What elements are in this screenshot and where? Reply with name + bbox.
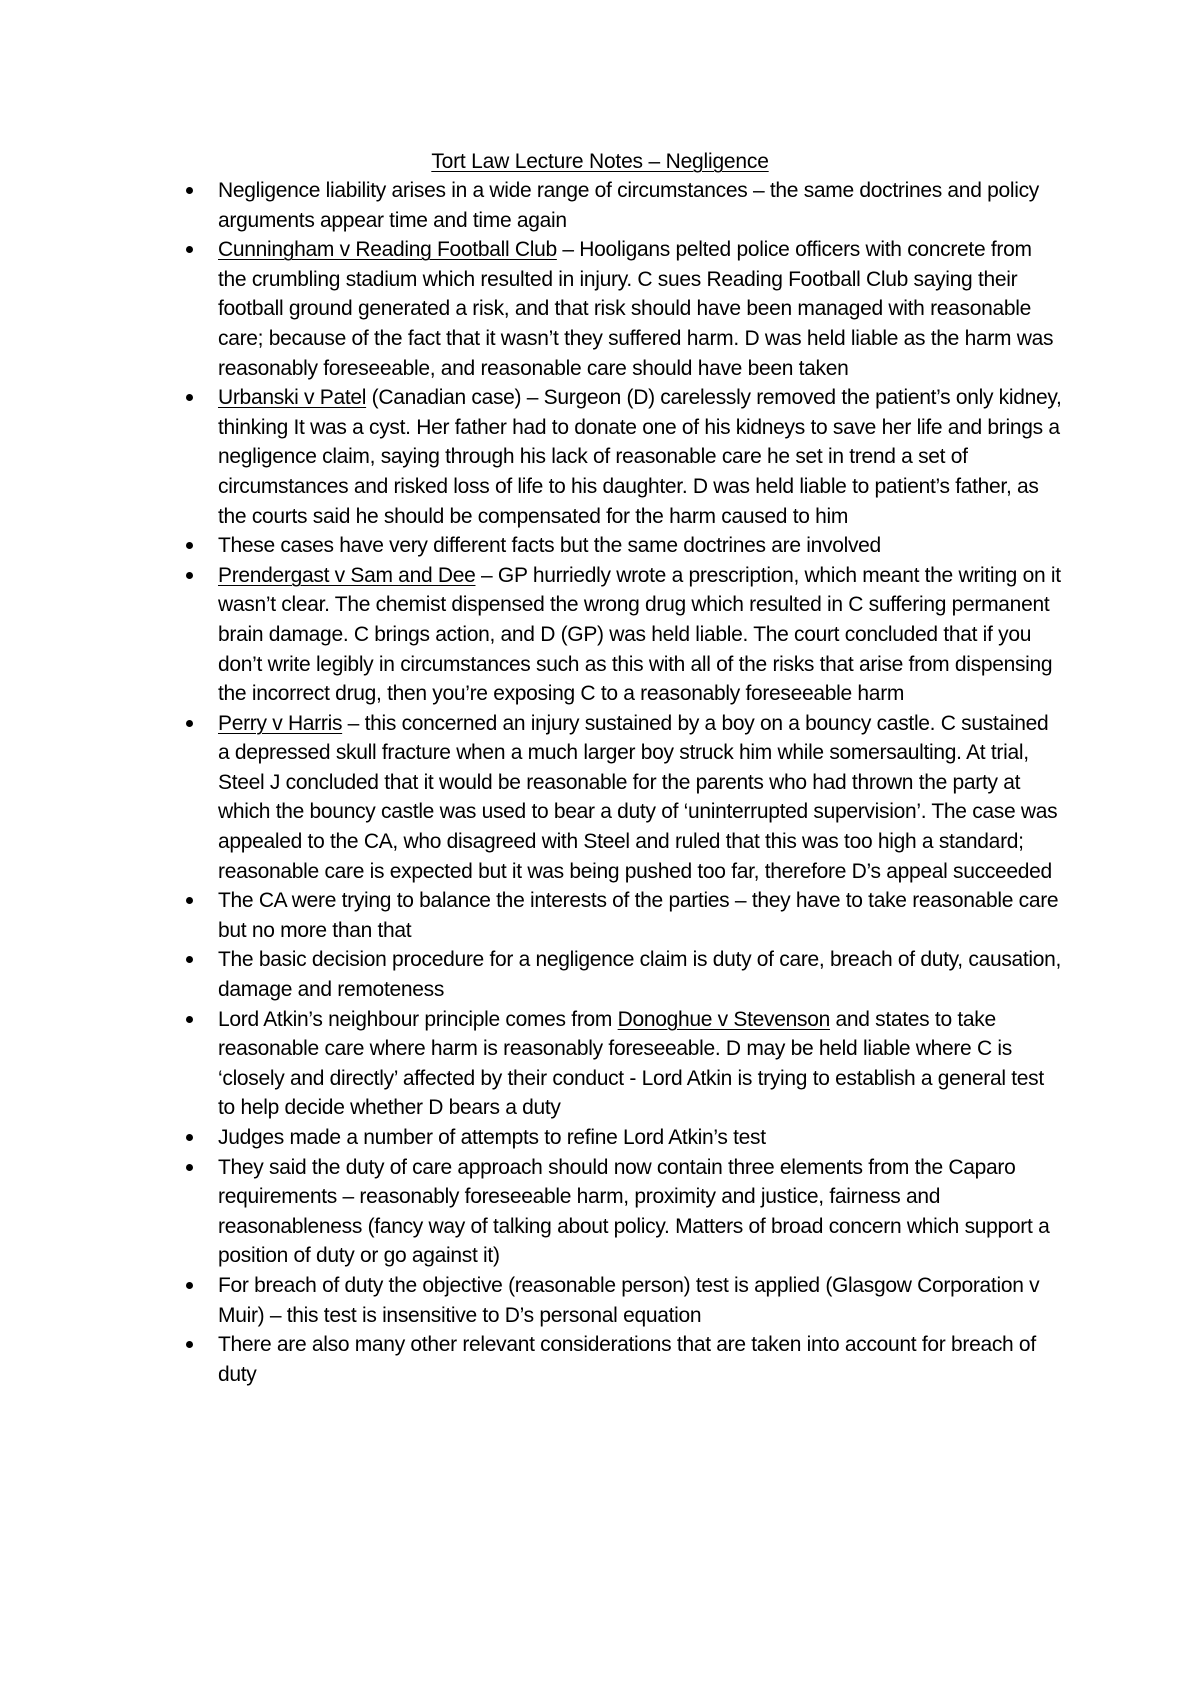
case-name: Prendergast v Sam and Dee xyxy=(218,563,476,587)
bullet-icon xyxy=(186,394,193,401)
list-item xyxy=(218,176,1062,235)
note-text: They said the duty of care approach should now contain three elements from the Caparo requirements – reasonably foreseeable harm, proximity and justice, fairness and reasonableness (fancy way of talking about policy. Matters of broad concern which support a position of duty or go against it) xyxy=(218,1155,1050,1268)
note-text: Negligence liability arises in a wide range of circumstances – the same doctrines and policy arguments appear time and time again xyxy=(218,179,1039,232)
note-text-before: Lord Atkin’s neighbour principle comes from xyxy=(218,1007,618,1031)
bullet-icon xyxy=(186,572,193,579)
case-name: Urbanski v Patel xyxy=(218,386,367,410)
note-text: For breach of duty the objective (reasonable person) test is applied (Glasgow Corporation v Muir) – this test is insensitive to D’s personal equation xyxy=(218,1273,1040,1327)
list-item xyxy=(218,1123,1062,1153)
case-name: Perry v Harris xyxy=(218,711,343,735)
list-item xyxy=(218,1005,1062,1123)
bullet-icon xyxy=(186,1164,193,1171)
note-text: and states to take reasonable care where harm is reasonably foreseeable. D may be held liable where C is ‘closely and directly’ affected by their conduct - Lord Atkin is trying to establish a general test to help decide whether D bears a duty xyxy=(218,1007,1044,1120)
note-text: The CA were trying to balance the interests of the parties – they have to take reasonable care but no more than that xyxy=(218,889,1059,942)
note-text: The basic decision procedure for a negligence claim is duty of care, breach of duty, causation, damage and remoteness xyxy=(218,948,1062,1002)
list-item xyxy=(218,886,1062,945)
list-item xyxy=(218,945,1062,1004)
note-text: There are also many other relevant considerations that are taken into account for breach of duty xyxy=(218,1333,1036,1386)
case-name: Donoghue v Stevenson xyxy=(617,1007,830,1031)
list-item xyxy=(218,383,1062,531)
bullet-icon xyxy=(186,956,193,963)
bullet-icon xyxy=(186,1134,193,1141)
list-item xyxy=(218,235,1062,383)
bullet-icon xyxy=(186,246,193,253)
note-text: – GP hurriedly wrote a prescription, which meant the writing on it wasn’t clear. The chemist dispensed the wrong drug which resulted in C suffering permanent brain damage. C brings action, and D (GP) was held liable. The court concluded that if you don’t write legibly in circumstances such as this with all of the risks that arise from dispensing the incorrect drug, then you’re exposing C to a reasonably foreseeable harm xyxy=(218,563,1061,706)
list-item xyxy=(218,531,1062,561)
bullet-icon xyxy=(186,1016,193,1023)
list-item xyxy=(218,561,1062,709)
note-text: Judges made a number of attempts to refine Lord Atkin’s test xyxy=(218,1126,766,1149)
list-item xyxy=(218,1271,1062,1330)
bullet-icon xyxy=(186,187,193,194)
bullet-icon xyxy=(186,542,193,549)
bullet-icon xyxy=(186,897,193,904)
note-text: – Hooligans pelted police officers with concrete from the crumbling stadium which resulted in injury. C sues Reading Football Club saying their football ground generated a risk, and that risk should have been managed with reasonable care; because of the fact that it wasn’t they suffered harm. D was held liable as the harm was reasonably foreseeable, and reasonable care should have been taken xyxy=(218,238,1054,380)
note-text: These cases have very different facts but the same doctrines are involved xyxy=(218,534,881,558)
bullet-icon xyxy=(186,1282,193,1289)
note-text: – this concerned an injury sustained by a boy on a bouncy castle. C sustained a depressed skull fracture when a much larger boy struck him while somersaulting. At trial, Steel J concluded that it would be reasonable for the parents who had thrown the party at which the bouncy castle was used to bear a duty of ‘uninterrupted supervision’. The case was appealed to the CA, who disagreed with Steel and ruled that this was too high a standard; reasonable care is expected but it was being pushed too far, therefore D’s appeal succeeded xyxy=(218,711,1058,883)
note-text: (Canadian case) – Surgeon (D) carelessly removed the patient’s only kidney, thinking It was a cyst. Her father had to donate one of his kidneys to save her life and brings a negligence claim, saying through his lack of reasonable care he set in trend a set of circumstances and risked loss of life to his daughter. D was held liable to patient’s father, as the courts said he should be compensated for the harm caused to him xyxy=(218,386,1062,528)
list-item xyxy=(218,1153,1062,1271)
list-item xyxy=(218,1330,1062,1389)
case-name: Cunningham v Reading Football Club xyxy=(218,238,557,262)
bullet-icon xyxy=(186,1341,193,1348)
bullet-icon xyxy=(186,720,193,727)
page-title: Tort Law Lecture Notes – Negligence xyxy=(431,150,769,173)
notes-list xyxy=(0,176,1200,1389)
list-item xyxy=(218,709,1062,887)
